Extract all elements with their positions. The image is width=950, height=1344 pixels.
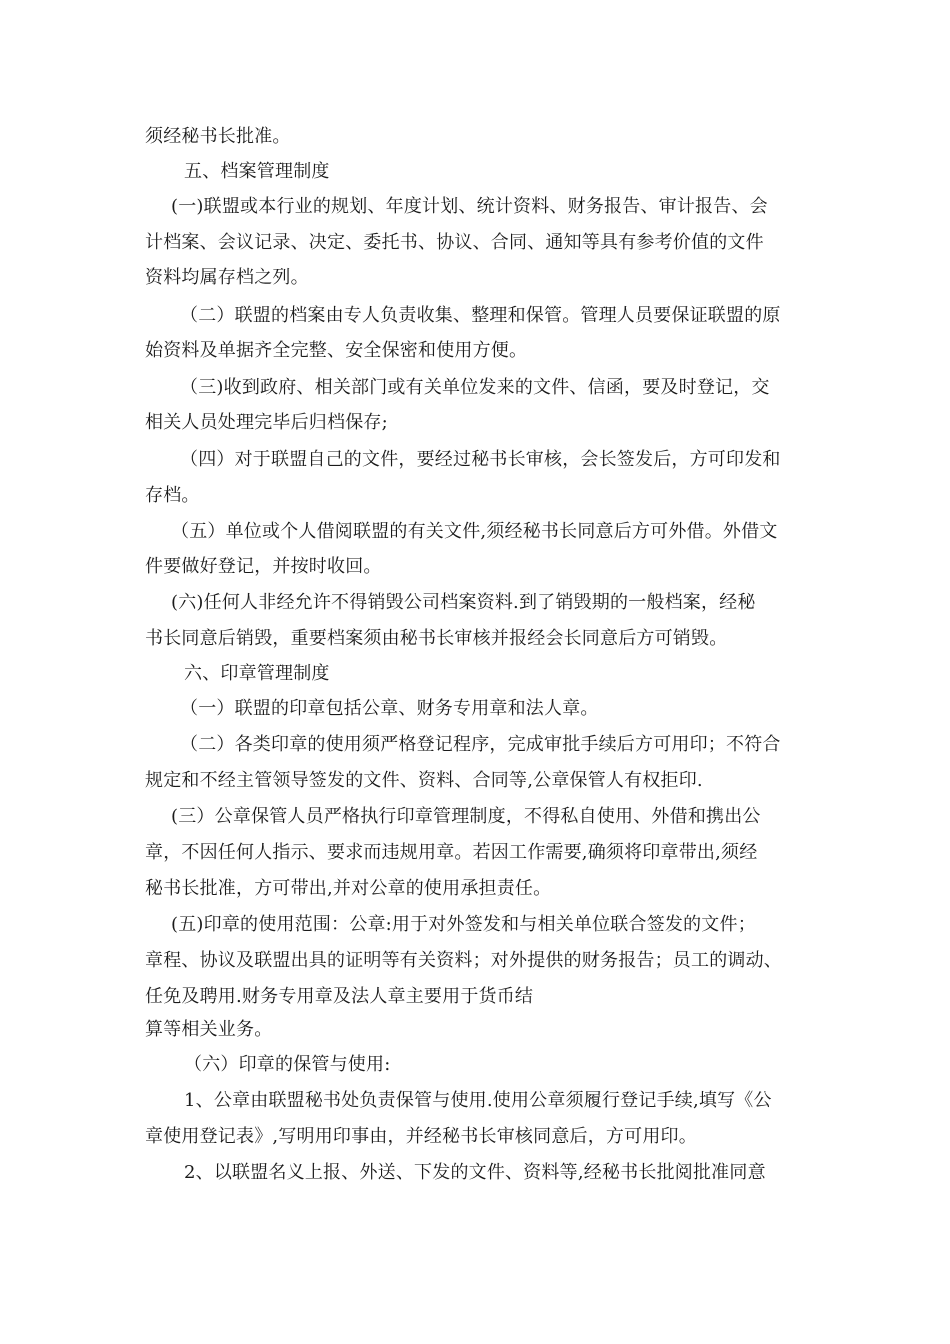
text-line: 1、公章由联盟秘书处负责保管与使用.使用公章须履行登记手续,填写《公 [184, 1090, 772, 1111]
text-line: （五）单位或个人借阅联盟的有关文件,须经秘书长同意后方可外借。外借文 [171, 521, 778, 542]
text-line: (三）公章保管人员严格执行印章管理制度，不得私自使用、外借和携出公 [171, 806, 761, 827]
text-line: 计档案、会议记录、决定、委托书、协议、合同、通知等具有参考价值的文件 [145, 232, 764, 253]
text-line: 资料均属存档之列。 [145, 267, 309, 288]
text-line: 书长同意后销毁，重要档案须由秘书长审核并报经会长同意后方可销毁。 [145, 628, 728, 649]
text-line: (一)联盟或本行业的规划、年度计划、统计资料、财务报告、审计报告、会 [171, 196, 768, 217]
text-line: 须经秘书长批准。 [145, 126, 291, 147]
text-line: 章使用登记表》,写明用印事由，并经秘书长审核同意后，方可用印。 [145, 1126, 697, 1147]
text-line: 章程、协议及联盟出具的证明等有关资料；对外提供的财务报告；员工的调动、 [145, 950, 782, 971]
text-line: （二）联盟的档案由专人负责收集、整理和保管。管理人员要保证联盟的原 [180, 305, 781, 326]
text-line: 件要做好登记，并按时收回。 [145, 556, 382, 577]
text-line: 2、以联盟名义上报、外送、下发的文件、资料等,经秘书长批阅批准同意 [184, 1162, 766, 1183]
text-line: 相关人员处理完毕后归档保存; [145, 412, 388, 433]
text-line: （四）对于联盟自己的文件，要经过秘书长审核，会长签发后，方可印发和 [180, 449, 781, 470]
text-line: 始资料及单据齐全完整、安全保密和使用方便。 [145, 340, 528, 361]
text-line: 秘书长批准，方可带出,并对公章的使用承担责任。 [145, 878, 552, 899]
section-heading: 五、档案管理制度 [184, 161, 330, 182]
text-line: (五)印章的使用范围：公章:用于对外签发和与相关单位联合签发的文件； [171, 914, 756, 935]
text-line: 章，不因任何人指示、要求而违规用章。若因工作需要,确须将印章带出,须经 [145, 842, 758, 863]
text-line: （一）联盟的印章包括公章、财务专用章和法人章。 [180, 698, 599, 719]
text-line: （二）各类印章的使用须严格登记程序，完成审批手续后方可用印；不符合 [180, 734, 781, 755]
text-line: （六）印章的保管与使用: [184, 1054, 391, 1075]
text-line: 任免及聘用.财务专用章及法人章主要用于货币结 [145, 986, 534, 1007]
text-line: 规定和不经主管领导签发的文件、资料、合同等,公章保管人有权拒印. [145, 770, 703, 791]
text-line: 算等相关业务。 [145, 1019, 273, 1040]
text-line: 存档。 [145, 485, 200, 506]
section-heading: 六、印章管理制度 [184, 663, 330, 684]
text-line: （三)收到政府、相关部门或有关单位发来的文件、信函，要及时登记，交 [180, 377, 770, 398]
text-line: (六)任何人非经允许不得销毁公司档案资料.到了销毁期的一般档案，经秘 [171, 592, 756, 613]
